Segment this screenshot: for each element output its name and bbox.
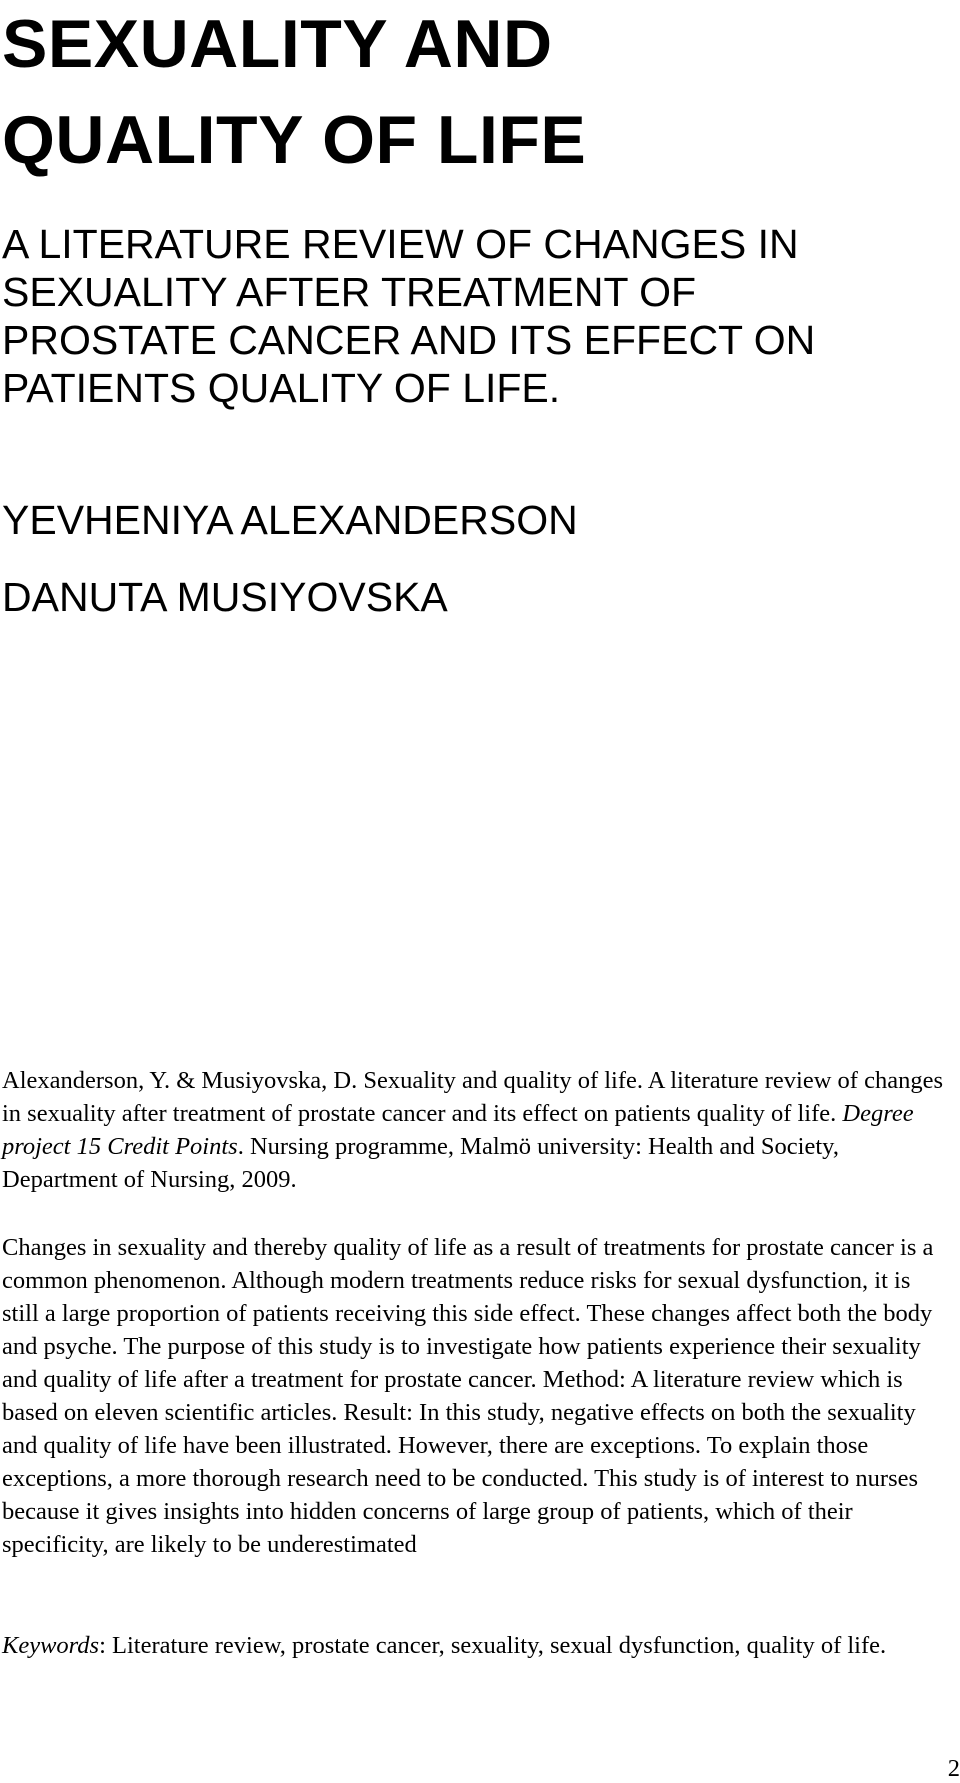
citation <box>2 1064 947 1196</box>
subtitle <box>2 220 942 412</box>
author-name: DANUTA MUSIYOVSKA <box>2 574 448 620</box>
citation-text-end: . Nursing programme, Malmö university: Health and Society, Department of Nursing, 2009. <box>2 1133 839 1193</box>
citation-text: Alexanderson, Y. & Musiyovska, D. Sexuality and quality of life. A literature review of changes in sexuality after treatment of prostate cancer and its effect on patients quality of life. <box>2 1067 944 1127</box>
subtitle-line-2: SEXUALITY AFTER TREATMENT OF <box>2 269 697 315</box>
abstract: Changes in sexuality and thereby quality of life as a result of treatments for prostate cancer is a common phenomenon. Although modern treatments reduce risks for sexual dysfunction, it is still a large proportion of patients receiving this side effect. These changes affect both the body and psyche. The purpose of this study is to investigate how patients experience their sexuality and quality of life after a treatment for prostate cancer. Method: A literature review which is based on eleven scientific articles. Result: In this study, negative effects on both the sexuality and quality of life have been illustrated. However, there are exceptions. To explain those exceptions, a more thorough research need to be conducted. This study is of interest to nurses because it gives insights into hidden concerns of large group of patients, which of their specificity, are likely to be underestimated <box>2 1234 934 1558</box>
subtitle-line-1: A LITERATURE REVIEW OF CHANGES IN <box>2 221 799 267</box>
keywords <box>2 1629 947 1662</box>
subtitle-line-3: PROSTATE CANCER AND ITS EFFECT ON <box>2 317 816 363</box>
keywords-label: Keywords <box>2 1632 100 1659</box>
author-name: YEVHENIYA ALEXANDERSON <box>2 497 578 543</box>
page-number: 2 <box>947 1755 960 1782</box>
keywords-text: : Literature review, prostate cancer, sexuality, sexual dysfunction, quality of life. <box>99 1632 887 1659</box>
title-line-1: SEXUALITY AND <box>2 6 553 82</box>
main-title <box>2 0 942 188</box>
title-line-2: QUALITY OF LIFE <box>2 102 587 178</box>
subtitle-line-4: PATIENTS QUALITY OF LIFE. <box>2 365 561 411</box>
citation-degree: Degree project 15 Credit Points <box>2 1100 914 1160</box>
